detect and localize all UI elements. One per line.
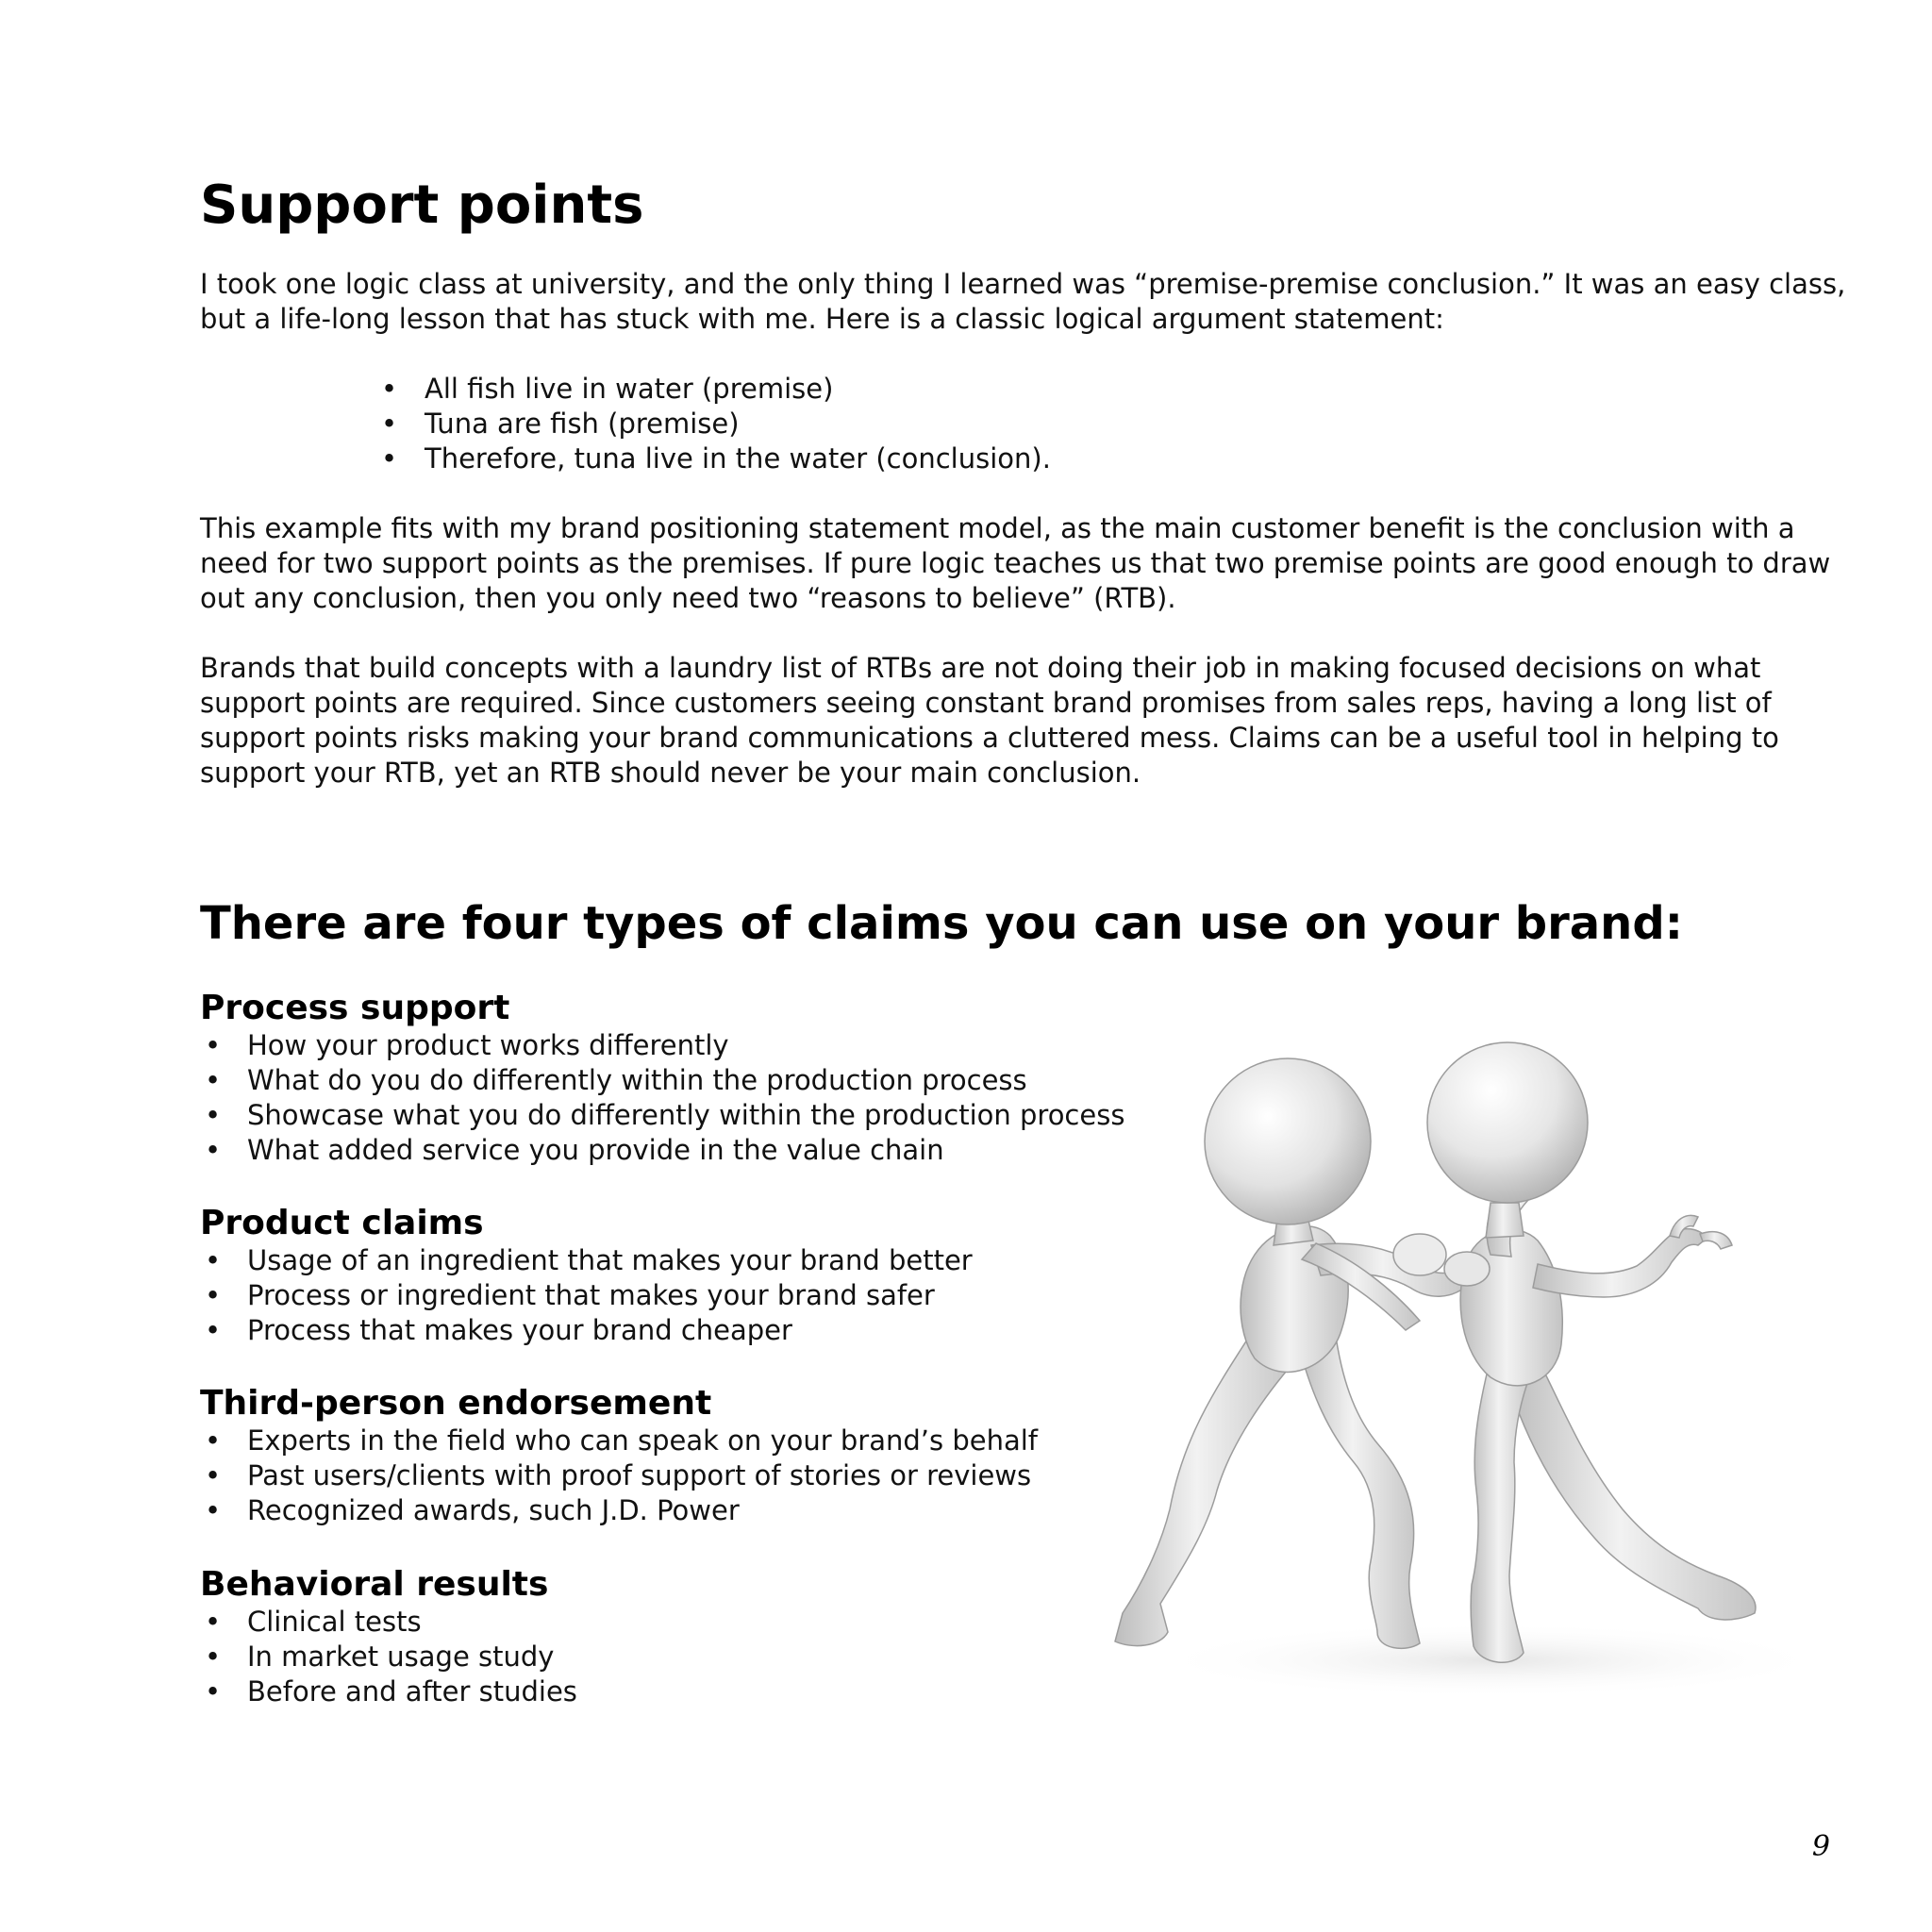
- bullet: •: [381, 373, 398, 405]
- right-figure: [1427, 1042, 1756, 1662]
- claim-group-behavioral-results: [200, 1565, 1200, 1709]
- claim-group-process-support: [200, 989, 1200, 1168]
- list-item: [200, 1243, 1200, 1278]
- list-item: [200, 1313, 1200, 1348]
- bullet: •: [205, 1029, 222, 1061]
- bullet: •: [205, 1494, 222, 1526]
- left-figure: [1115, 1058, 1470, 1648]
- list-item: [381, 372, 1051, 407]
- bullet: •: [205, 1675, 222, 1707]
- list-item-text: Before and after studies: [247, 1675, 577, 1707]
- bullet: •: [205, 1099, 222, 1131]
- list-item: [200, 1133, 1200, 1168]
- list-item-text: In market usage study: [247, 1641, 555, 1673]
- list-item: [200, 1640, 1200, 1674]
- two-figures-grappling-illustration: [1094, 1019, 1830, 1717]
- list-item: [200, 1098, 1200, 1133]
- bullet: •: [205, 1244, 222, 1276]
- intro-paragraph: I took one logic class at university, and the only thing I learned was “premise-premise conclusion.” It was an easy class, but a life-long lesson that has stuck with me. Here is a classic logical argument statement:: [200, 268, 1846, 335]
- list-item: [381, 441, 1051, 476]
- list-item: [200, 1063, 1200, 1098]
- list-item-text: How your product works differently: [247, 1029, 729, 1061]
- bullet: •: [205, 1606, 222, 1638]
- list-item-text: Tuna are fish (premise): [425, 408, 740, 440]
- list-item-text: What added service you provide in the value chain: [247, 1134, 944, 1166]
- list-item: [200, 1458, 1200, 1493]
- list-item-text: Usage of an ingredient that makes your brand better: [247, 1244, 973, 1276]
- claim-heading: Behavioral results: [200, 1565, 549, 1604]
- claim-list: [200, 1028, 1200, 1168]
- list-item-text: Past users/clients with proof support of stories or reviews: [247, 1459, 1032, 1491]
- list-item: [200, 1493, 1200, 1528]
- list-item: [381, 407, 1051, 441]
- list-item-text: Process or ingredient that makes your brand safer: [247, 1279, 935, 1311]
- list-item-text: Showcase what you do differently within the production process: [247, 1099, 1125, 1131]
- bullet: •: [205, 1134, 222, 1166]
- list-item-text: Clinical tests: [247, 1606, 422, 1638]
- bullet: •: [205, 1459, 222, 1491]
- premise-list: [381, 372, 1051, 476]
- list-item-text: Recognized awards, such J.D. Power: [247, 1494, 740, 1526]
- page-number: 9: [1811, 1830, 1830, 1863]
- claim-group-third-person-endorsement: [200, 1384, 1200, 1528]
- rtb-paragraph: Brands that build concepts with a laundry list of RTBs are not doing their job in making focused decisions on what support points are required. Since customers seeing constant brand promises from sales reps, having a long list of support points risks making your brand communications a cluttered mess. Claims can be a useful tool in helping to support your RTB, yet an RTB should never be your main conclusion.: [200, 652, 1779, 789]
- page-title: Support points: [200, 175, 644, 236]
- list-item: [200, 1028, 1200, 1063]
- positioning-paragraph: This example fits with my brand positioning statement model, as the main customer benefit is the conclusion with a need for two support points as the premises. If pure logic teaches us that two premise points are good enough to draw out any conclusion, then you only need two “reasons to believe” (RTB).: [200, 512, 1831, 614]
- claim-list: [200, 1243, 1200, 1348]
- list-item: [200, 1424, 1200, 1458]
- list-item: [200, 1605, 1200, 1640]
- list-item: [200, 1278, 1200, 1313]
- claim-group-product-claims: [200, 1204, 1200, 1348]
- bullet: •: [381, 442, 398, 475]
- bullet: •: [205, 1064, 222, 1096]
- list-item-text: Therefore, tuna live in the water (conclusion).: [425, 442, 1051, 475]
- claim-heading: Product claims: [200, 1204, 484, 1242]
- list-item-text: Process that makes your brand cheaper: [247, 1314, 792, 1346]
- bullet: •: [205, 1279, 222, 1311]
- bullet: •: [205, 1314, 222, 1346]
- bullet: •: [205, 1424, 222, 1457]
- bullet: •: [381, 408, 398, 440]
- claim-heading: Third-person endorsement: [200, 1384, 712, 1423]
- list-item-text: Experts in the field who can speak on your brand’s behalf: [247, 1424, 1038, 1457]
- claim-list: [200, 1424, 1200, 1528]
- bullet: •: [205, 1641, 222, 1673]
- list-item-text: All fish live in water (premise): [425, 373, 834, 405]
- claims-section-title: There are four types of claims you can use on your brand:: [200, 897, 1683, 950]
- list-item-text: What do you do differently within the production process: [247, 1064, 1027, 1096]
- claim-list: [200, 1605, 1200, 1709]
- list-item: [200, 1674, 1200, 1709]
- claim-heading: Process support: [200, 989, 510, 1027]
